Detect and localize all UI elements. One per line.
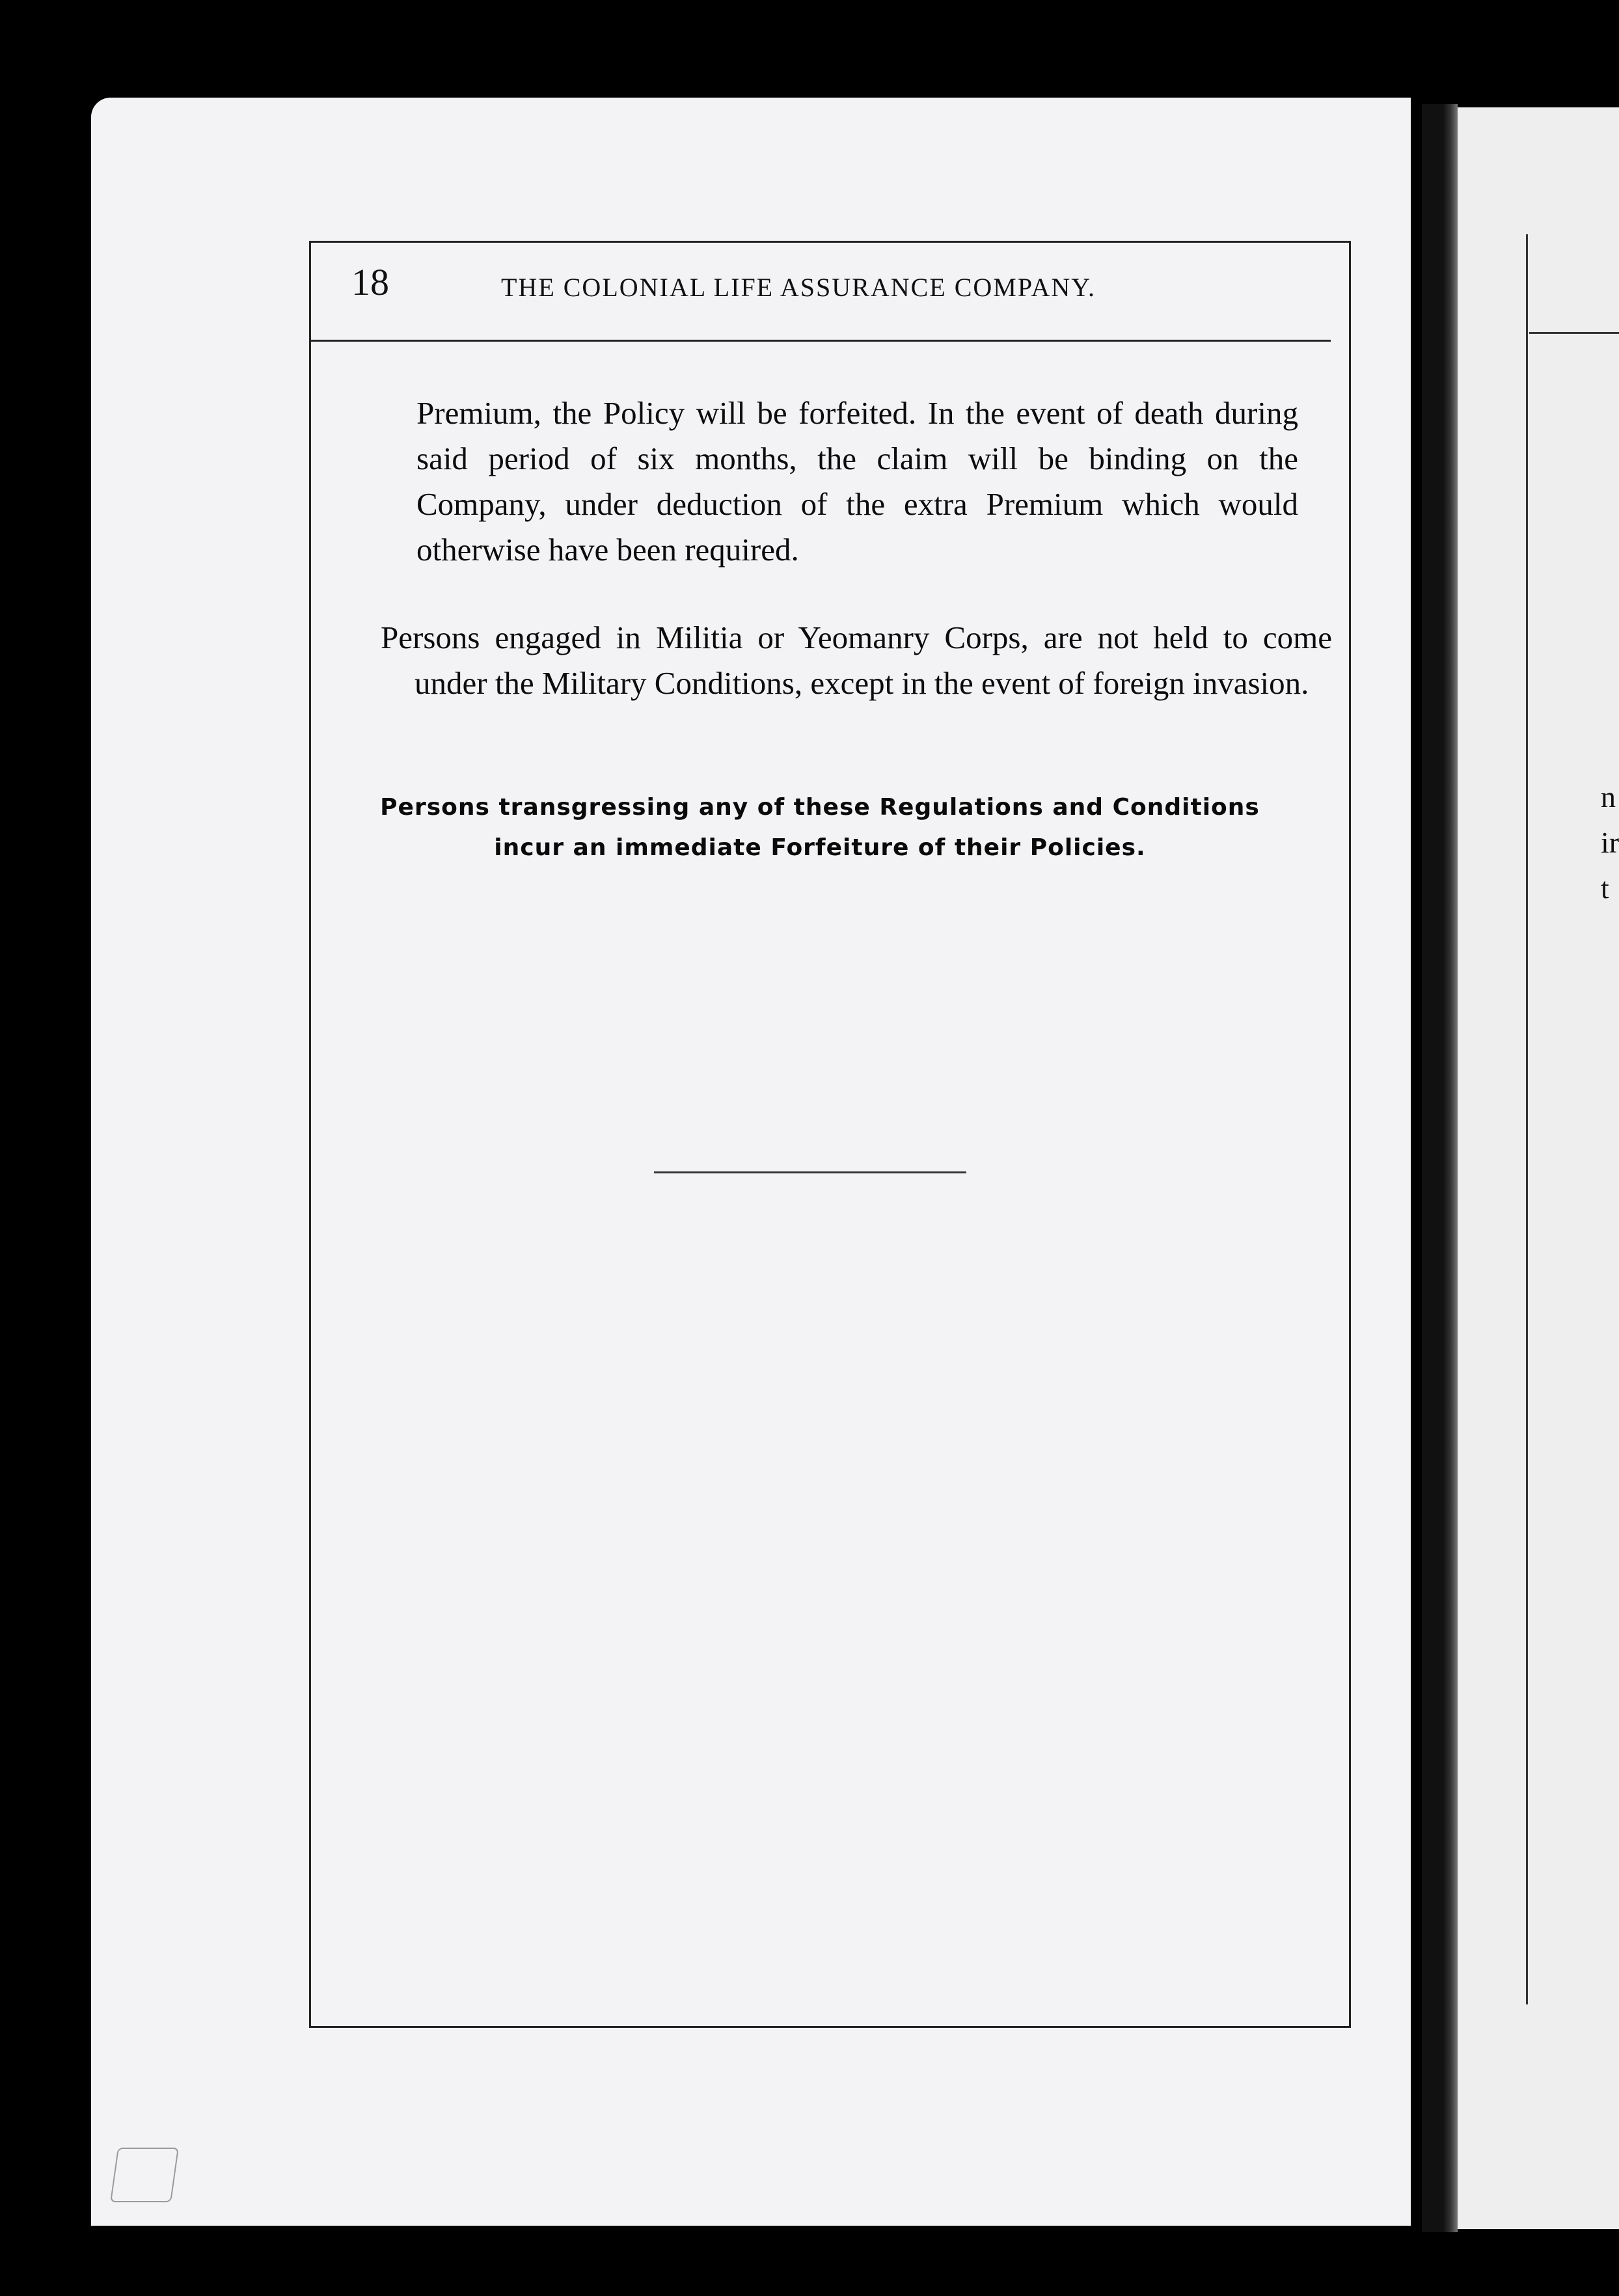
paragraph-militia: Persons engaged in Militia or Yeomanry Corps, are not held to come under the Military Conditions, except in the event of foreign invasion. [381,620,1332,701]
notice-line-2: incur an immediate Forfeiture of their Policies. [494,834,1146,861]
end-rule [654,1171,966,1173]
page-number: 18 [351,261,389,303]
facing-page-frame-edge [1526,234,1528,2004]
book-gutter [1422,104,1458,2232]
page-corner-fold [110,2148,179,2202]
notice-line-1: Persons transgressing any of these Regulations and Conditions [380,794,1260,821]
facing-page-text-fragments [1601,774,1619,911]
header-rule [309,340,1331,342]
paragraph-forfeiture: Premium, the Policy will be forfeited. In the event of death during said period of six months, the claim will be binding on the Company, under deduction of the extra Premium which would otherwise have been required. [416,395,1298,567]
fragment-1: n [1601,780,1616,813]
forfeiture-notice [364,787,1275,868]
facing-page [1448,107,1619,2229]
facing-page-header-rule [1529,332,1619,334]
fragment-2: ir [1601,826,1619,859]
fragment-3: t [1601,871,1609,905]
running-head: THE COLONIAL LIFE ASSURANCE COMPANY. [501,273,1096,302]
